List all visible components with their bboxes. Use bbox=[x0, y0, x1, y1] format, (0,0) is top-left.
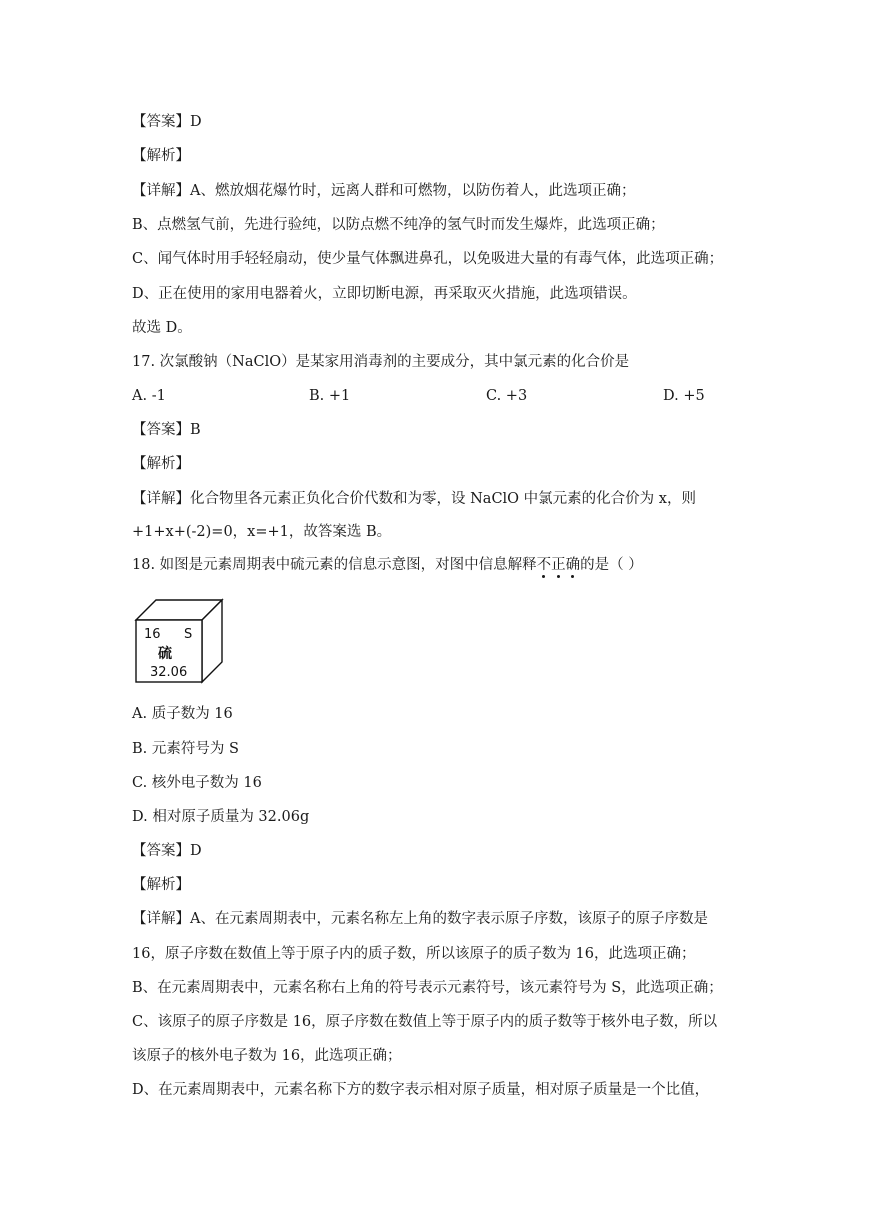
q18-analysis-heading: 【解析】 bbox=[132, 877, 190, 893]
q18-question-post: 的是（ ） bbox=[580, 557, 643, 573]
q18-detail-line2: 16，原子序数在数值上等于原子内的质子数，所以该原子的质子数为 16，此选项正确； bbox=[132, 946, 696, 962]
q17-option-d: D. +5 bbox=[663, 388, 705, 404]
q18-option-c: C. 核外电子数为 16 bbox=[132, 775, 262, 791]
element-cube-svg bbox=[132, 596, 224, 686]
q16-analysis-heading: 【解析】 bbox=[132, 148, 190, 164]
q16-option-c-explanation: C、闻气体时用手轻轻扇动，使少量气体飘进鼻孔，以免吸进大量的有毒气体，此选项正确； bbox=[132, 251, 724, 267]
q18-detail-line1: 【详解】A、在元素周期表中，元素名称左上角的数字表示原子序数，该原子的原子序数是 bbox=[132, 911, 708, 927]
q18-question-pre: 18. 如图是元素周期表中硫元素的信息示意图，对图中信息解释 bbox=[132, 557, 537, 573]
q18-question bbox=[132, 555, 643, 575]
q16-conclusion: 故选 D。 bbox=[132, 320, 192, 336]
q16-detail: 【详解】A、燃放烟花爆竹时，远离人群和可燃物，以防伤着人，此选项正确； bbox=[132, 183, 636, 199]
q17-detail-line2: +1+x+(-2)=0，x=+1，故答案选 B。 bbox=[132, 524, 392, 540]
element-symbol: S bbox=[184, 627, 193, 642]
q16-option-d-explanation: D、正在使用的家用电器着火，立即切断电源，再采取灭火措施，此选项错误。 bbox=[132, 286, 637, 302]
q18-emphasis-char: 正 bbox=[551, 557, 566, 573]
q18-option-b-explanation: B、在元素周期表中，元素名称右上角的符号表示元素符号，该元素符号为 S，此选项正确； bbox=[132, 980, 723, 996]
q17-answer: 【答案】B bbox=[132, 422, 201, 438]
q17-option-c: C. +3 bbox=[486, 388, 528, 404]
q18-option-b: B. 元素符号为 S bbox=[132, 741, 239, 757]
q17-option-b: B. +1 bbox=[309, 388, 351, 404]
q18-option-a: A. 质子数为 16 bbox=[132, 706, 233, 722]
q18-option-d: D. 相对原子质量为 32.06g bbox=[132, 809, 310, 825]
q17-detail-line1: 【详解】化合物里各元素正负化合价代数和为零，设 NaClO 中氯元素的化合价为 x，则 bbox=[132, 491, 696, 507]
q18-emphasis-char: 不 bbox=[536, 557, 552, 573]
element-name: 硫 bbox=[158, 646, 172, 662]
q18-option-c-explanation-line1: C、该原子的原子序数是 16，原子序数在数值上等于原子内的质子数等于核外电子数，所以 bbox=[132, 1014, 718, 1030]
q17-analysis-heading: 【解析】 bbox=[132, 456, 190, 472]
q17-option-a: A. -1 bbox=[132, 388, 166, 404]
q18-emphasis-char: 确 bbox=[565, 557, 581, 573]
q18-answer: 【答案】D bbox=[132, 843, 202, 859]
element-atomic-mass: 32.06 bbox=[150, 665, 188, 680]
element-tile-figure bbox=[132, 596, 224, 690]
q17-question: 17. 次氯酸钠（NaClO）是某家用消毒剂的主要成分，其中氯元素的化合价是 bbox=[132, 354, 630, 370]
q16-answer: 【答案】D bbox=[132, 114, 202, 130]
q18-option-c-explanation-line2: 该原子的核外电子数为 16，此选项正确； bbox=[132, 1048, 402, 1064]
q18-option-d-explanation: D、在元素周期表中，元素名称下方的数字表示相对原子质量，相对原子质量是一个比值， bbox=[132, 1082, 710, 1098]
element-atomic-number: 16 bbox=[144, 627, 161, 642]
q16-option-b-explanation: B、点燃氢气前，先进行验纯，以防点燃不纯净的氢气时而发生爆炸，此选项正确； bbox=[132, 217, 665, 233]
